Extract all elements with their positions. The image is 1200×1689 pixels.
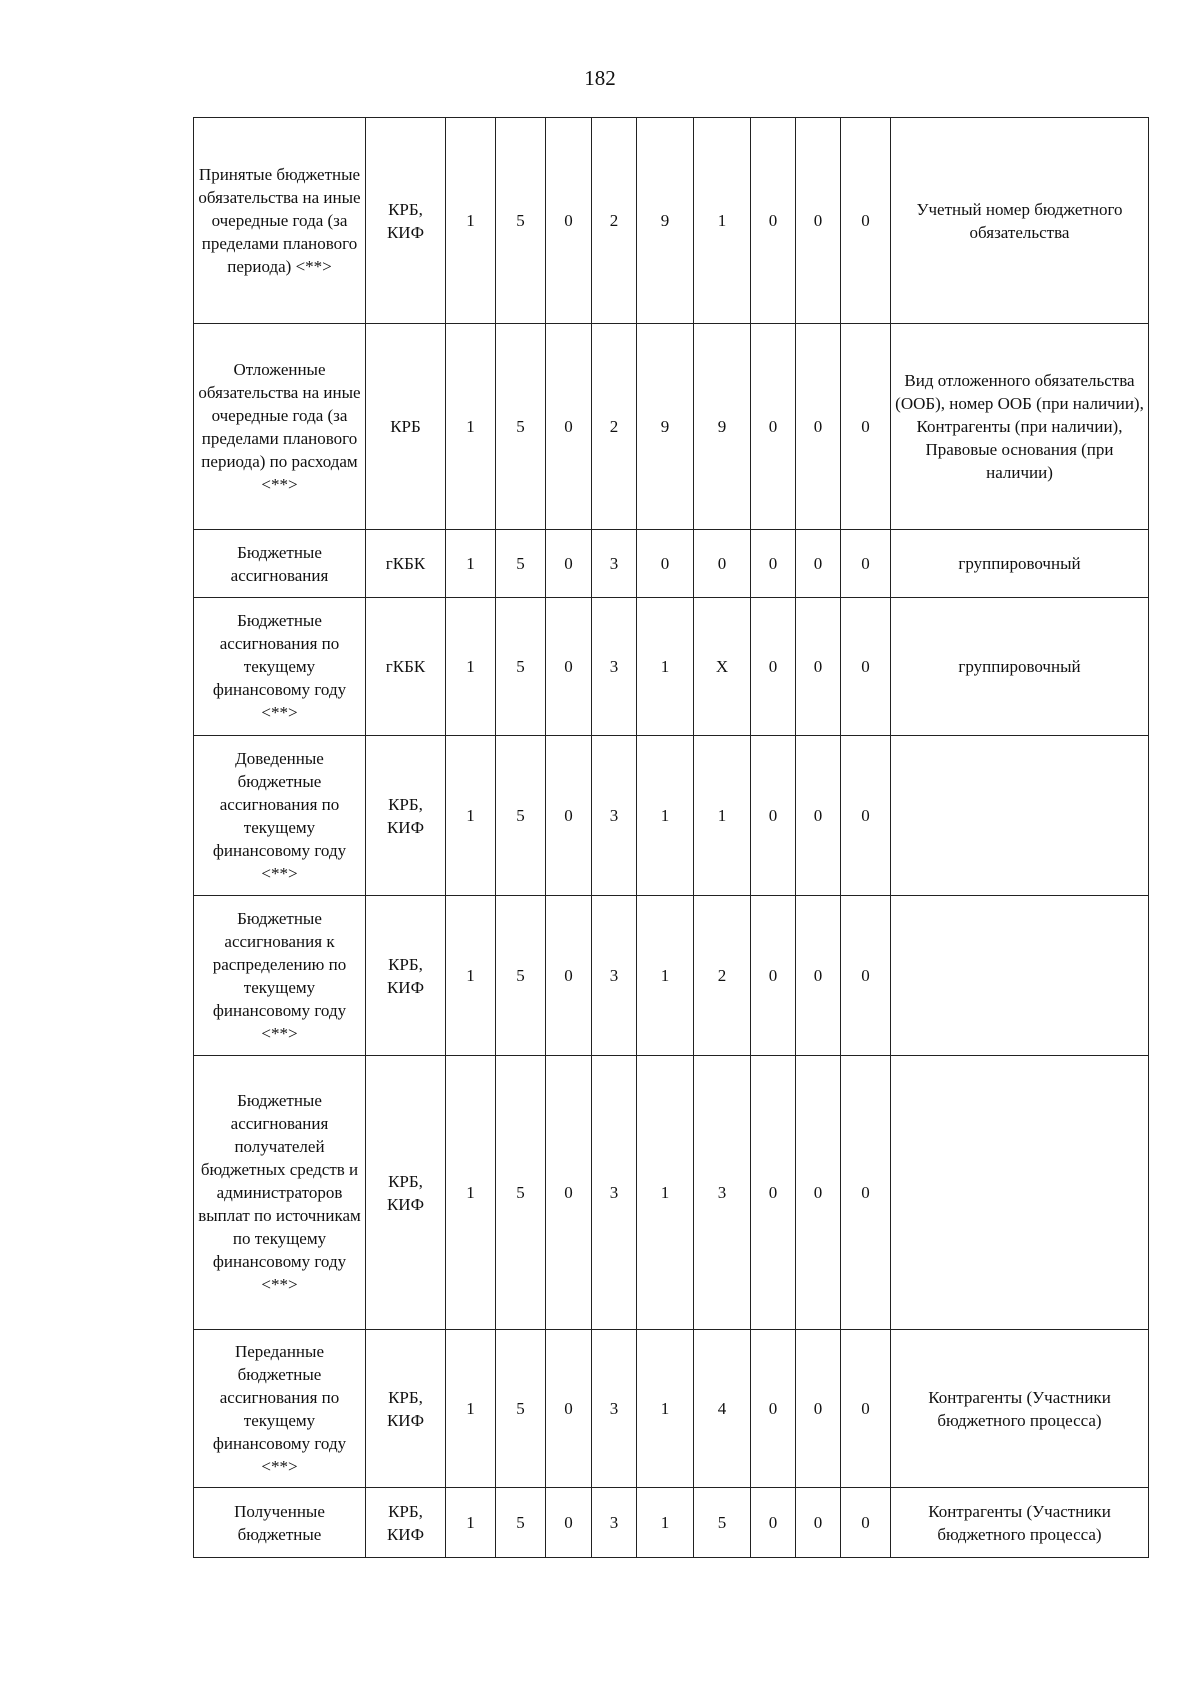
account-code-digit-cell: 1 — [637, 1056, 694, 1330]
analytics-cell: Вид отложенного обязательства (ООБ), номер ООБ (при наличии), Контрагенты (при наличии), Правовые основания (при наличии) — [891, 324, 1149, 530]
account-code-digit-cell: 0 — [841, 598, 891, 736]
account-code-digit-cell: 0 — [796, 598, 841, 736]
account-name-cell: Бюджетные ассигнования к распределению по текущему финансовому году <**> — [194, 896, 366, 1056]
account-code-digit-cell: 0 — [546, 530, 592, 598]
analytics-cell: группировочный — [891, 598, 1149, 736]
analytics-cell: Контрагенты (Участники бюджетного процесса) — [891, 1488, 1149, 1558]
account-code-digit-cell: 3 — [592, 530, 637, 598]
account-code-digit-cell: 0 — [546, 1488, 592, 1558]
account-name-cell: Бюджетные ассигнования — [194, 530, 366, 598]
account-code-digit-cell: X — [694, 598, 751, 736]
account-code-digit-cell: 1 — [446, 1488, 496, 1558]
account-code-digit-cell: 0 — [546, 736, 592, 896]
account-code-digit-cell: 0 — [751, 118, 796, 324]
account-code-digit-cell: 5 — [496, 1056, 546, 1330]
account-code-digit-cell: 5 — [496, 1330, 546, 1488]
account-code-digit-cell: 5 — [496, 598, 546, 736]
classification-type-cell: КРБ, КИФ — [366, 1488, 446, 1558]
classification-type-cell: КРБ, КИФ — [366, 1056, 446, 1330]
account-code-digit-cell: 5 — [496, 118, 546, 324]
account-code-digit-cell: 1 — [446, 118, 496, 324]
account-code-digit-cell: 0 — [637, 530, 694, 598]
account-code-digit-cell: 1 — [637, 1330, 694, 1488]
account-code-digit-cell: 2 — [694, 896, 751, 1056]
account-code-digit-cell: 0 — [796, 324, 841, 530]
account-code-digit-cell: 0 — [841, 1330, 891, 1488]
account-code-digit-cell: 4 — [694, 1330, 751, 1488]
account-code-digit-cell: 1 — [446, 530, 496, 598]
account-code-digit-cell: 0 — [796, 1488, 841, 1558]
account-code-digit-cell: 0 — [751, 1056, 796, 1330]
account-code-digit-cell: 0 — [546, 1330, 592, 1488]
account-code-digit-cell: 3 — [592, 1056, 637, 1330]
account-name-cell: Бюджетные ассигнования по текущему финансовому году <**> — [194, 598, 366, 736]
account-code-digit-cell: 0 — [841, 324, 891, 530]
account-code-digit-cell: 0 — [751, 1330, 796, 1488]
account-code-digit-cell: 1 — [637, 1488, 694, 1558]
account-code-digit-cell: 5 — [496, 1488, 546, 1558]
account-code-digit-cell: 0 — [796, 1056, 841, 1330]
account-code-digit-cell: 1 — [446, 598, 496, 736]
account-code-digit-cell: 2 — [592, 118, 637, 324]
table-row — [194, 118, 1149, 324]
account-code-digit-cell: 0 — [841, 896, 891, 1056]
classification-type-cell: КРБ — [366, 324, 446, 530]
table-row — [194, 1056, 1149, 1330]
classification-type-cell: гКБК — [366, 598, 446, 736]
account-code-digit-cell: 0 — [751, 896, 796, 1056]
table-row — [194, 598, 1149, 736]
table-row — [194, 736, 1149, 896]
account-code-digit-cell: 9 — [694, 324, 751, 530]
account-code-digit-cell: 0 — [841, 736, 891, 896]
table-row — [194, 324, 1149, 530]
account-code-digit-cell: 9 — [637, 324, 694, 530]
account-code-digit-cell: 0 — [546, 598, 592, 736]
analytics-cell — [891, 1056, 1149, 1330]
account-code-digit-cell: 9 — [637, 118, 694, 324]
classification-type-cell: КРБ, КИФ — [366, 1330, 446, 1488]
account-name-cell: Полученные бюджетные — [194, 1488, 366, 1558]
account-code-digit-cell: 2 — [592, 324, 637, 530]
account-code-digit-cell: 0 — [751, 598, 796, 736]
table-body — [194, 118, 1149, 1558]
account-name-cell: Бюджетные ассигнования получателей бюджетных средств и администраторов выплат по источникам по текущему финансовому году <**> — [194, 1056, 366, 1330]
page-number: 182 — [584, 66, 616, 90]
account-code-digit-cell: 0 — [841, 530, 891, 598]
table-row — [194, 530, 1149, 598]
account-code-digit-cell: 0 — [546, 1056, 592, 1330]
account-name-cell: Переданные бюджетные ассигнования по текущему финансовому году <**> — [194, 1330, 366, 1488]
account-code-digit-cell: 3 — [592, 736, 637, 896]
account-code-digit-cell: 0 — [841, 118, 891, 324]
table-row — [194, 896, 1149, 1056]
classification-type-cell: гКБК — [366, 530, 446, 598]
account-code-digit-cell: 5 — [694, 1488, 751, 1558]
account-code-digit-cell: 1 — [694, 736, 751, 896]
account-code-digit-cell: 0 — [751, 736, 796, 896]
account-code-digit-cell: 5 — [496, 896, 546, 1056]
account-code-digit-cell: 0 — [796, 736, 841, 896]
account-name-cell: Отложенные обязательства на иные очередные года (за пределами планового периода) по расходам <**> — [194, 324, 366, 530]
account-code-digit-cell: 1 — [637, 736, 694, 896]
account-code-digit-cell: 0 — [796, 1330, 841, 1488]
account-code-digit-cell: 0 — [546, 118, 592, 324]
account-code-digit-cell: 0 — [796, 896, 841, 1056]
account-code-digit-cell: 0 — [751, 324, 796, 530]
account-code-digit-cell: 1 — [446, 1330, 496, 1488]
account-code-digit-cell: 1 — [446, 1056, 496, 1330]
analytics-cell: группировочный — [891, 530, 1149, 598]
account-code-digit-cell: 3 — [592, 1488, 637, 1558]
classification-type-cell: КРБ, КИФ — [366, 736, 446, 896]
account-code-digit-cell: 0 — [751, 1488, 796, 1558]
account-code-digit-cell: 1 — [637, 598, 694, 736]
account-name-cell: Доведенные бюджетные ассигнования по текущему финансовому году <**> — [194, 736, 366, 896]
account-code-digit-cell: 3 — [694, 1056, 751, 1330]
accounts-table — [193, 117, 1149, 1558]
table-row — [194, 1330, 1149, 1488]
account-code-digit-cell: 5 — [496, 736, 546, 896]
account-code-digit-cell: 0 — [546, 324, 592, 530]
analytics-cell — [891, 896, 1149, 1056]
account-code-digit-cell: 5 — [496, 530, 546, 598]
analytics-cell — [891, 736, 1149, 896]
account-code-digit-cell: 0 — [751, 530, 796, 598]
account-code-digit-cell: 0 — [796, 530, 841, 598]
account-code-digit-cell: 0 — [841, 1488, 891, 1558]
analytics-cell: Учетный номер бюджетного обязательства — [891, 118, 1149, 324]
account-code-digit-cell: 0 — [694, 530, 751, 598]
classification-type-cell: КРБ, КИФ — [366, 896, 446, 1056]
table-row — [194, 1488, 1149, 1558]
account-code-digit-cell: 3 — [592, 1330, 637, 1488]
account-code-digit-cell: 5 — [496, 324, 546, 530]
account-code-digit-cell: 3 — [592, 598, 637, 736]
account-code-digit-cell: 0 — [841, 1056, 891, 1330]
account-code-digit-cell: 0 — [546, 896, 592, 1056]
account-code-digit-cell: 1 — [694, 118, 751, 324]
account-code-digit-cell: 1 — [446, 736, 496, 896]
account-code-digit-cell: 1 — [637, 896, 694, 1056]
account-code-digit-cell: 3 — [592, 896, 637, 1056]
account-code-digit-cell: 1 — [446, 324, 496, 530]
classification-type-cell: КРБ, КИФ — [366, 118, 446, 324]
account-code-digit-cell: 1 — [446, 896, 496, 1056]
account-code-digit-cell: 0 — [796, 118, 841, 324]
account-name-cell: Принятые бюджетные обязательства на иные очередные года (за пределами планового периода) <**> — [194, 118, 366, 324]
analytics-cell: Контрагенты (Участники бюджетного процесса) — [891, 1330, 1149, 1488]
